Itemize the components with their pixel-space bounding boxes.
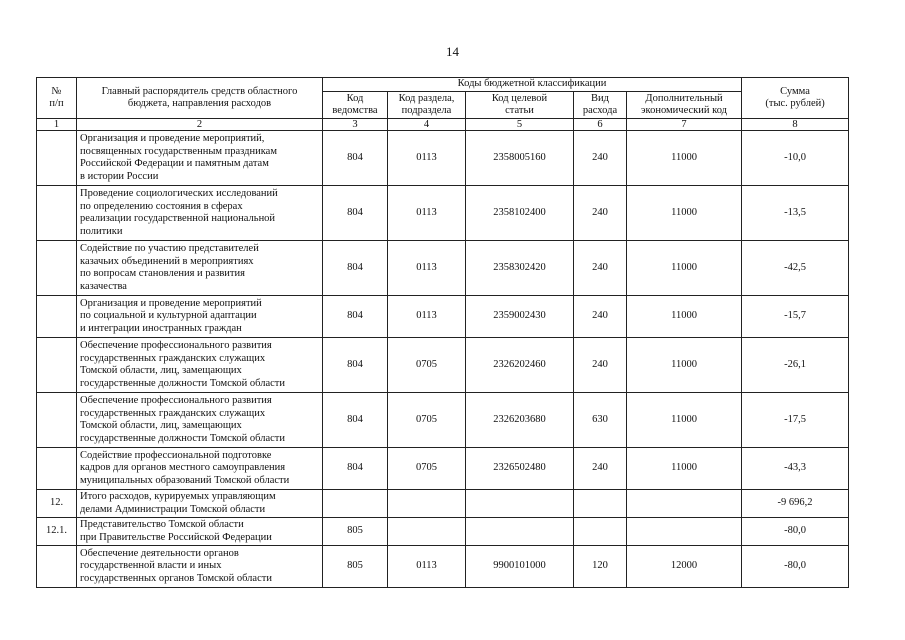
row-econ-code: 12000 <box>627 546 742 588</box>
row-sum: -9 696,2 <box>742 490 849 518</box>
row-number <box>37 338 77 393</box>
row-expense-type: 240 <box>574 448 627 490</box>
row-sum: -80,0 <box>742 546 849 588</box>
row-target-code: 9900101000 <box>466 546 574 588</box>
row-name: Содействие по участию представителей казачьих объединений в мероприятиях по вопросам становления и развития казачества <box>77 241 323 296</box>
row-expense-type: 240 <box>574 338 627 393</box>
column-number: 3 <box>323 119 388 131</box>
row-name: Содействие профессиональной подготовке кадров для органов местного самоуправления муниципальных образований Томской области <box>77 448 323 490</box>
row-section-code: 0705 <box>388 448 466 490</box>
row-number <box>37 131 77 186</box>
row-econ-code: 11000 <box>627 338 742 393</box>
table-row <box>37 490 849 518</box>
row-target-code: 2326203680 <box>466 393 574 448</box>
row-target-code <box>466 490 574 518</box>
row-section-code <box>388 490 466 518</box>
row-number <box>37 186 77 241</box>
row-name: Представительство Томской области при Правительстве Российской Федерации <box>77 518 323 546</box>
row-sum: -26,1 <box>742 338 849 393</box>
row-dept-code: 804 <box>323 241 388 296</box>
row-name: Организация и проведение мероприятий по социальной и культурной адаптации и интеграции иностранных граждан <box>77 296 323 338</box>
column-number: 5 <box>466 119 574 131</box>
table-row <box>37 546 849 588</box>
row-section-code: 0705 <box>388 393 466 448</box>
column-number: 8 <box>742 119 849 131</box>
row-expense-type: 240 <box>574 296 627 338</box>
row-expense-type: 240 <box>574 186 627 241</box>
row-sum: -13,5 <box>742 186 849 241</box>
row-sum: -10,0 <box>742 131 849 186</box>
table-row <box>37 518 849 546</box>
header-dept: Код ведомства <box>323 92 388 119</box>
row-name: Обеспечение деятельности органов государственной власти и иных государственных органов Томской области <box>77 546 323 588</box>
row-econ-code: 11000 <box>627 131 742 186</box>
row-sum: -15,7 <box>742 296 849 338</box>
row-target-code: 2359002430 <box>466 296 574 338</box>
row-number <box>37 448 77 490</box>
header-codes-group: Коды бюджетной классификации <box>323 78 742 92</box>
row-section-code: 0113 <box>388 296 466 338</box>
header-econ: Дополнительный экономический код <box>627 92 742 119</box>
row-number <box>37 546 77 588</box>
row-target-code: 2358102400 <box>466 186 574 241</box>
row-econ-code: 11000 <box>627 448 742 490</box>
row-expense-type <box>574 490 627 518</box>
row-sum: -17,5 <box>742 393 849 448</box>
row-expense-type: 240 <box>574 241 627 296</box>
row-target-code: 2326502480 <box>466 448 574 490</box>
row-name: Обеспечение профессионального развития государственных гражданских служащих Томской области, лиц, замещающих государственные должности Томской области <box>77 338 323 393</box>
header-target: Код целевой статьи <box>466 92 574 119</box>
budget-table <box>36 77 849 588</box>
column-number: 2 <box>77 119 323 131</box>
table-row <box>37 241 849 296</box>
row-section-code: 0113 <box>388 241 466 296</box>
row-name: Обеспечение профессионального развития государственных гражданских служащих Томской области, лиц, замещающих государственные должности Томской области <box>77 393 323 448</box>
row-sum: -80,0 <box>742 518 849 546</box>
row-target-code: 2358005160 <box>466 131 574 186</box>
table-row <box>37 186 849 241</box>
table-body <box>37 119 849 588</box>
row-section-code: 0113 <box>388 131 466 186</box>
column-number: 6 <box>574 119 627 131</box>
row-expense-type <box>574 518 627 546</box>
row-name: Проведение социологических исследований по определению состояния в сферах реализации государственной национальной политики <box>77 186 323 241</box>
row-dept-code: 804 <box>323 393 388 448</box>
row-sum: -42,5 <box>742 241 849 296</box>
row-target-code: 2358302420 <box>466 241 574 296</box>
header-name: Главный распорядитель средств областного бюджета, направления расходов <box>77 78 323 119</box>
row-dept-code: 804 <box>323 131 388 186</box>
row-expense-type: 240 <box>574 131 627 186</box>
row-expense-type: 120 <box>574 546 627 588</box>
row-econ-code: 11000 <box>627 241 742 296</box>
row-number <box>37 393 77 448</box>
row-number: 12. <box>37 490 77 518</box>
row-econ-code: 11000 <box>627 296 742 338</box>
row-number <box>37 296 77 338</box>
table-row <box>37 131 849 186</box>
row-econ-code: 11000 <box>627 393 742 448</box>
row-expense-type: 630 <box>574 393 627 448</box>
row-dept-code <box>323 490 388 518</box>
header-num: № п/п <box>37 78 77 119</box>
column-number: 7 <box>627 119 742 131</box>
column-number: 4 <box>388 119 466 131</box>
row-dept-code: 804 <box>323 338 388 393</box>
row-name: Организация и проведение мероприятий, посвященных государственным праздникам Российской Федерации и памятным датам в истории России <box>77 131 323 186</box>
row-sum: -43,3 <box>742 448 849 490</box>
header-section: Код раздела, подраздела <box>388 92 466 119</box>
column-number: 1 <box>37 119 77 131</box>
row-dept-code: 805 <box>323 518 388 546</box>
column-number-row <box>37 119 849 131</box>
table-row <box>37 296 849 338</box>
row-econ-code: 11000 <box>627 186 742 241</box>
row-section-code: 0705 <box>388 338 466 393</box>
table-row <box>37 448 849 490</box>
table-row <box>37 338 849 393</box>
row-econ-code <box>627 490 742 518</box>
row-section-code: 0113 <box>388 546 466 588</box>
row-target-code: 2326202460 <box>466 338 574 393</box>
row-dept-code: 804 <box>323 296 388 338</box>
row-dept-code: 804 <box>323 186 388 241</box>
row-section-code <box>388 518 466 546</box>
header-type: Вид расхода <box>574 92 627 119</box>
row-target-code <box>466 518 574 546</box>
row-dept-code: 805 <box>323 546 388 588</box>
row-dept-code: 804 <box>323 448 388 490</box>
row-name: Итого расходов, курируемых управляющим делами Администрации Томской области <box>77 490 323 518</box>
header-sum: Сумма (тыс. рублей) <box>742 78 849 119</box>
table-row <box>37 393 849 448</box>
row-section-code: 0113 <box>388 186 466 241</box>
row-econ-code <box>627 518 742 546</box>
page-number: 14 <box>446 44 459 59</box>
row-number: 12.1. <box>37 518 77 546</box>
row-number <box>37 241 77 296</box>
